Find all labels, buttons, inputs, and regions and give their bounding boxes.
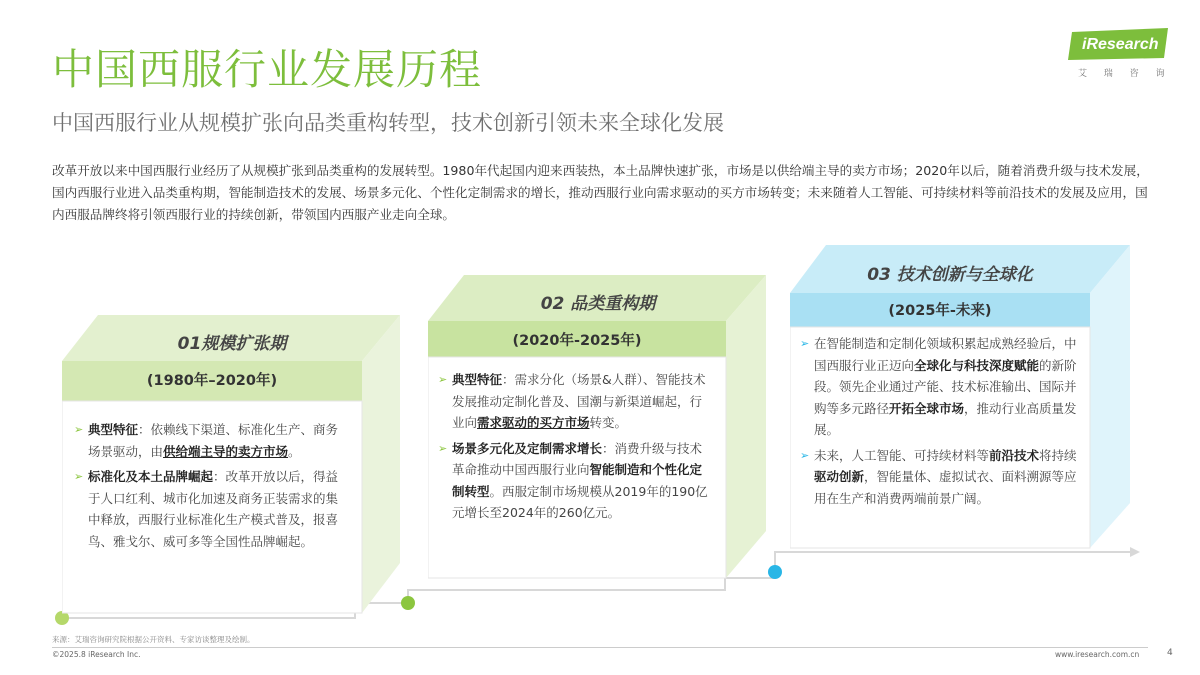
logo-text: iResearch [1082,36,1159,53]
item-text: 。西服定制市场规模从2019年的190亿元增长至2024年的260亿元。 [452,483,708,520]
emphasis-text: 标准化及本土品牌崛起 [88,469,214,484]
bullet-arrow-icon: ➢ [74,423,84,436]
phase-3-item [800,333,1080,441]
phase-card-1 [62,315,400,615]
phase-2-item [438,438,714,524]
emphasis-text: 场景多元化及定制需求增长 [452,440,603,456]
phase-1-name: 01规模扩张期 [177,334,287,354]
page-number: 4 [1167,648,1173,658]
emphasis-text: 典型特征 [452,372,503,387]
phase-2-items [438,369,714,528]
item-text: 将持续 [1039,447,1077,463]
item-text: ：改革开放以后，得益于人口红利、城市化加速及商务正装需求的集中释放，西服行业标准化生产模式普及，报喜鸟、雅戈尔、威可多等全国性品牌崛起。 [88,469,339,549]
phase-3-period: (2025年-未来) [888,303,992,319]
item-text: 的新阶段。领先企业通过产能、技术标准输出、国际并购等多元路径 [814,357,1077,416]
website-url[interactable]: www.iresearch.com.cn [1055,650,1140,659]
emphasis-text: 需求驱动的买方市场 [477,415,590,430]
emphasis-text: 典型特征 [88,422,139,437]
phase-1-item [74,466,344,552]
logo-subtext: 艾 瑞 咨 询 [1078,69,1172,79]
bullet-arrow-icon: ➢ [438,373,448,386]
page-title: 中国西服行业发展历程 [52,45,483,94]
item-text: ，智能量体、虚拟试衣、面料溯源等应用在生产和消费两端前景广阔。 [814,469,1077,506]
emphasis-text: 驱动创新 [814,469,865,484]
copyright: ©2025.8 iResearch Inc. [52,650,141,659]
item-text: ：消费升级与技术革命推动中国西服行业向 [452,440,703,477]
item-text: 在智能制造和定制化领域积累起成熟经验后，中国西服行业正迈向 [814,336,1077,373]
emphasis-text: 全球化与科技深度赋能 [914,357,1040,373]
item-text: 转变。 [589,415,628,430]
timeline-dot-2 [401,596,415,610]
emphasis-text: 供给端主导的卖方市场 [163,443,289,459]
item-text: ：依赖线下渠道、标准化生产、商务场景驱动，由 [88,422,339,459]
item-text: ，推动行业高质量发展。 [814,400,1077,437]
intro-paragraph: 改革开放以来中国西服行业经历了从规模扩张到品类重构的发展转型。1980年代起国内迎来西装热，本土品牌快速扩张，市场是以供给端主导的卖方市场；2020年以后，随着消费升级与技术发展，国内西服行业进入品类重构期，智能制造技术的发展、场景多元化、个性化定制需求的增长，推动西服行业向需求驱动的买方市场转变；未来随着人工智能、可持续材料等前沿技术的发展及应用，国内西服品牌终将引领西服行业的持续创新，带领国内西服产业走向全球。 [52,163,1149,222]
item-text: ：需求分化（场景&人群）、智能技术发展推动定制化普及、国潮与新渠道崛起，行业向 [452,372,706,430]
emphasis-text: 前沿技术 [989,447,1040,463]
phase-3-name: 03 技术创新与全球化 [867,265,1033,285]
phase-card-3 [790,245,1130,550]
phase-2-name: 02 品类重构期 [540,294,656,314]
phase-2-item [438,369,714,434]
phase-1-items [74,419,344,556]
page-subtitle: 中国西服行业从规模扩张向品类重构转型，技术创新引领未来全球化发展 [52,111,724,135]
item-text: 。 [288,443,301,459]
emphasis-text: 智能制造和个性化定制转型 [452,462,703,499]
bullet-arrow-icon: ➢ [800,448,810,462]
footer-divider [52,647,1148,648]
emphasis-text: 开拓全球市场 [889,400,965,416]
phase-1-period: (1980年–2020年) [146,373,278,389]
item-text: 未来，人工智能、可持续材料等 [814,447,990,463]
timeline-dot-3 [768,565,782,579]
phase-3-items [800,333,1080,513]
source-note: 来源：艾瑞咨询研究院根据公开资料、专家访谈整理及绘制。 [52,635,255,644]
phase-card-2 [428,275,766,580]
bullet-arrow-icon: ➢ [438,441,448,455]
phase-1-item [74,419,344,462]
bullet-arrow-icon: ➢ [800,337,810,350]
bullet-arrow-icon: ➢ [74,470,84,483]
phase-2-period: (2020年-2025年) [512,333,642,349]
phase-3-item [800,445,1080,510]
